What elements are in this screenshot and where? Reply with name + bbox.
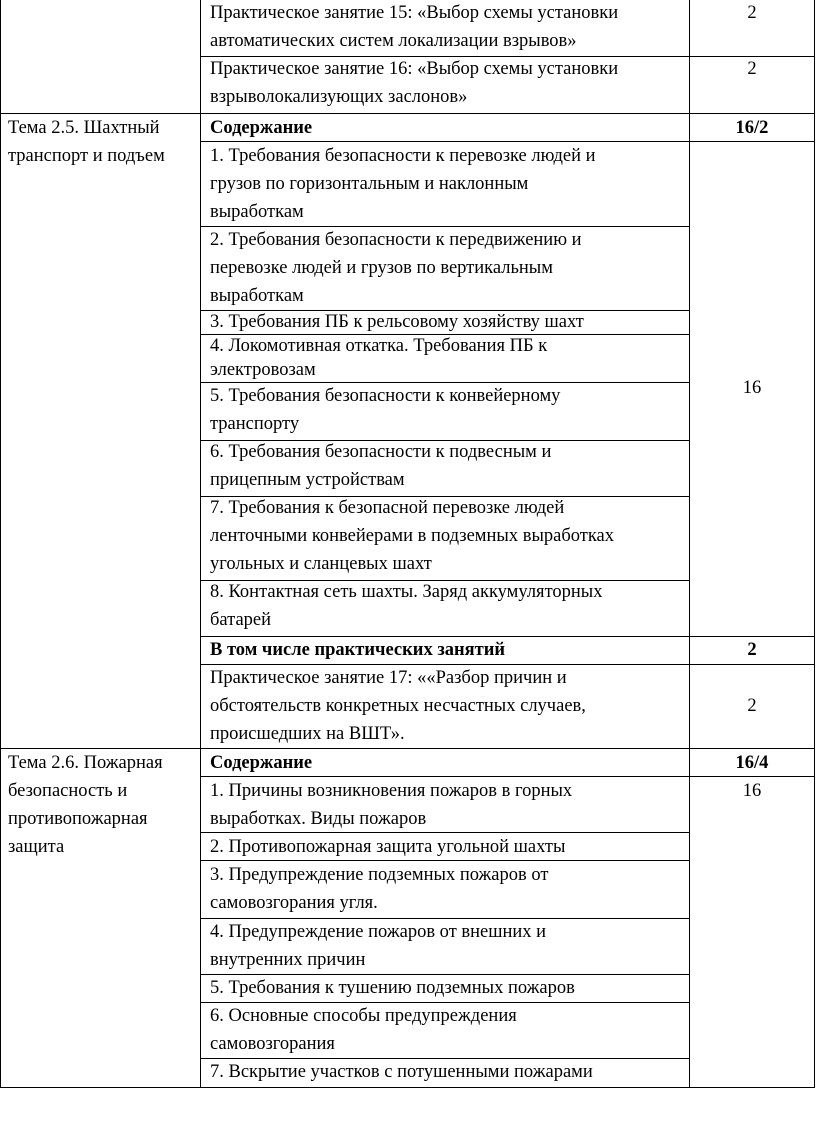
topic-2-5-item-5-line-2: транспорту [210, 414, 300, 434]
topic-2-6-content-hours: 16/4 [735, 753, 769, 773]
topic-2-6-item-3-line-1: 3. Предупреждение подземных пожаров от [210, 865, 549, 885]
practice-17-line-1: Практическое занятие 17: ««Разбор причин и [210, 668, 567, 688]
topic-2-5-items-hours: 16 [742, 378, 762, 398]
practice-15-line-2: автоматических систем локализации взрывов» [210, 31, 577, 51]
topic-2-5-item-4-line-1: 4. Локомотивная откатка. Требования ПБ к [210, 336, 548, 356]
topic-2-6-item-4-line-1: 4. Предупреждение пожаров от внешних и [210, 922, 547, 942]
topic-2-6-item-7-line-1: 7. Вскрытие участков с потушенными пожарами [210, 1062, 593, 1082]
topic-2-5-item-5-line-1: 5. Требования безопасности к конвейерному [210, 386, 561, 406]
topic-2-5-item-7-line-2: ленточными конвейерами в подземных выработках [210, 526, 615, 546]
topic-2-5-item-2-line-2: перевозке людей и грузов по вертикальным [210, 258, 553, 278]
topic-2-5-item-8-line-1: 8. Контактная сеть шахты. Заряд аккумуляторных [210, 582, 603, 602]
topic-2-5-item-7-line-3: угольных и сланцевых шахт [210, 554, 432, 574]
topic-2-5-item-7-line-1: 7. Требования к безопасной перевозке людей [210, 498, 565, 518]
practice-15-line-1: Практическое занятие 15: «Выбор схемы установки [210, 3, 619, 23]
topic-2-6-item-6-line-1: 6. Основные способы предупреждения [210, 1006, 517, 1026]
topic-2-6-item-6-line-2: самовозгорания [210, 1034, 335, 1054]
table-border-right [814, 0, 815, 1088]
topic-2-6-title-line-1: Тема 2.6. Пожарная [8, 753, 163, 773]
topic-2-5-item-2-line-1: 2. Требования безопасности к передвижению и [210, 230, 582, 250]
topic-2-5-item-1-line-2: грузов по горизонтальным и наклонным [210, 174, 529, 194]
topic-2-6-title-line-3: противопожарная [8, 809, 148, 829]
topic-2-5-content-hours: 16/2 [735, 118, 769, 138]
table-border-left [0, 0, 1, 1088]
practice-17-hours: 2 [747, 696, 757, 716]
topic-2-5-item-6-line-2: прицепным устройствам [210, 470, 405, 490]
practice-16-line-1: Практическое занятие 16: «Выбор схемы установки [210, 59, 619, 79]
topic-2-6-title-line-2: безопасность и [8, 781, 128, 801]
topic-2-5-item-1-line-3: выработкам [210, 202, 304, 222]
topic-2-5-item-4-line-2: электровозам [210, 360, 316, 380]
topic-2-5-practical-label: В том числе практических занятий [210, 640, 506, 660]
topic-2-6-item-1-line-2: выработках. Виды пожаров [210, 809, 427, 829]
topic-2-5-practical-hours: 2 [747, 640, 757, 660]
column-divider-hours [689, 0, 690, 1088]
topic-2-6-item-1-line-1: 1. Причины возникновения пожаров в горных [210, 781, 573, 801]
topic-2-6-item-4-line-2: внутренних причин [210, 950, 366, 970]
topic-2-5-item-2-line-3: выработкам [210, 286, 304, 306]
topic-2-5-title-line-1: Тема 2.5. Шахтный [8, 118, 160, 138]
topic-2-6-item-5-line-1: 5. Требования к тушению подземных пожаров [210, 978, 575, 998]
practice-17-line-2: обстоятельств конкретных несчастных случаев, [210, 696, 586, 716]
column-divider-topic [200, 0, 201, 1088]
topic-2-5-content-label: Содержание [210, 118, 313, 138]
topic-2-6-title-line-4: защита [8, 837, 65, 857]
topic-2-6-item-2-line-1: 2. Противопожарная защита угольной шахты [210, 837, 566, 857]
practice-17-line-3: происшедших на ВШТ». [210, 724, 405, 744]
topic-2-5-item-3-line-1: 3. Требования ПБ к рельсовому хозяйству шахт [210, 312, 584, 332]
topic-2-5-item-1-line-1: 1. Требования безопасности к перевозке людей и [210, 146, 596, 166]
topic-2-5-item-8-line-2: батарей [210, 610, 272, 630]
practice-16-hours: 2 [747, 59, 757, 79]
topic-2-6-items-hours: 16 [742, 781, 762, 801]
topic-2-5-title-line-2: транспорт и подъем [8, 146, 165, 166]
practice-16-line-2: взрыволокализующих заслонов» [210, 87, 468, 107]
table-border-bottom [0, 1087, 815, 1088]
topic-2-6-content-label: Содержание [210, 753, 313, 773]
topic-2-6-item-3-line-2: самовозгорания угля. [210, 893, 378, 913]
practice-15-hours: 2 [747, 3, 757, 23]
topic-2-5-item-6-line-1: 6. Требования безопасности к подвесным и [210, 442, 552, 462]
